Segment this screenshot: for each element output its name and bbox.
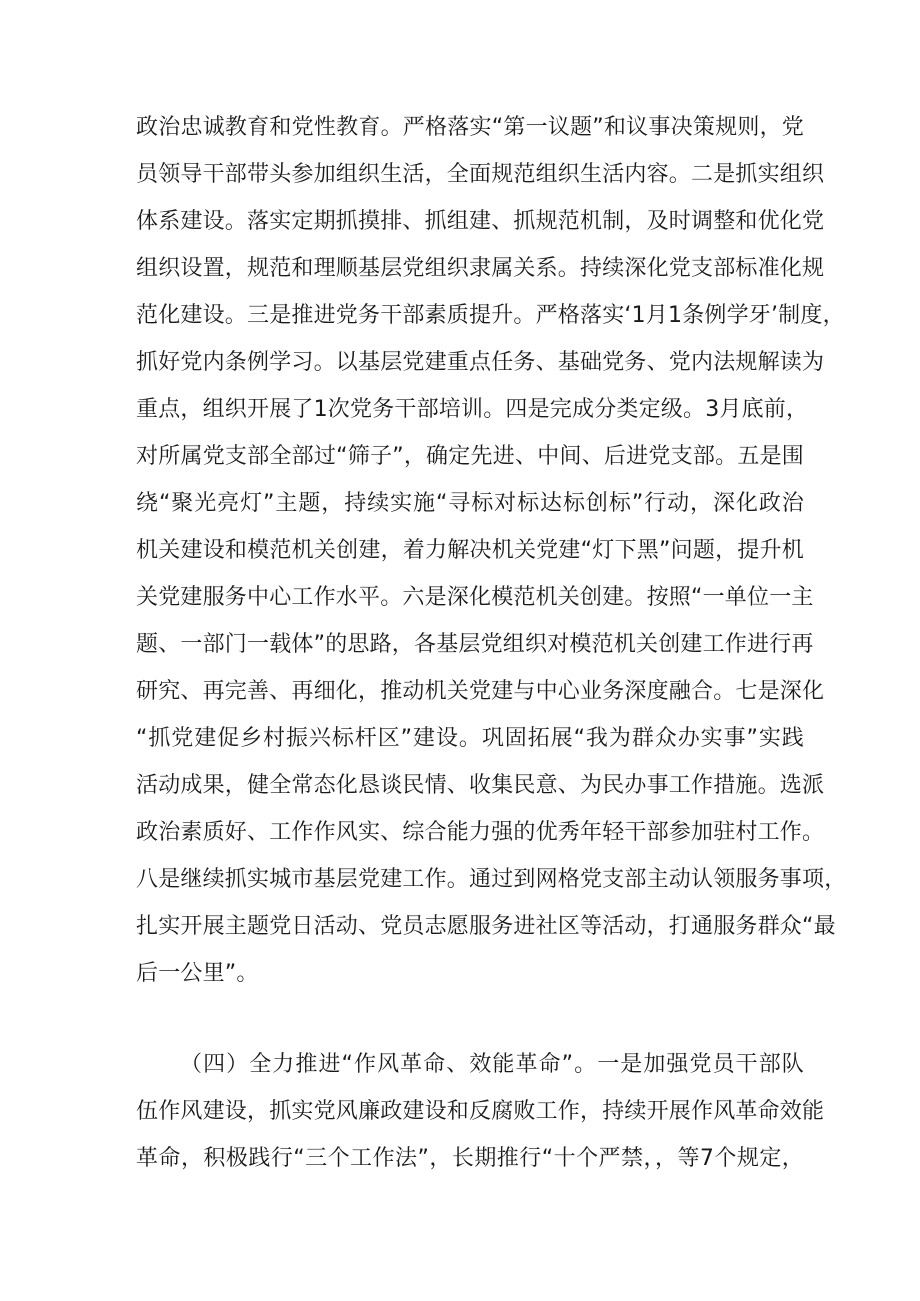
paragraph-1-line: 活动成果，健全常态化恳谈民情、收集民意、为民办事工作措施。选派 xyxy=(136,773,825,798)
paragraph-1-line: 对所属党支部全部过“筛子”，确定先进、中间、后进党支部。五是围 xyxy=(136,444,804,469)
paragraph-1-line: 体系建设。落实定期抓摸排、抓组建、抓规范机制，及时调整和优化党 xyxy=(136,209,825,234)
paragraph-1-line: 关党建服务中心工作水平。六是深化模范机关创建。按照“一单位一主 xyxy=(136,585,814,610)
paragraph-1-line: 扎实开展主题党日活动、党员志愿服务进社区等活动，打通服务群众“最 xyxy=(136,914,836,939)
paragraph-2-line: 伍作风建设，抓实党风廉政建设和反腐败工作，持续开展作风革命效能 xyxy=(136,1099,825,1124)
paragraph-1-line: 员领导干部带头参加组织生活，全面规范组织生活内容。二是抓实组织 xyxy=(136,162,825,187)
paragraph-1-line: 政治忠诚教育和党性教育。严格落实“第一议题”和议事决策规则，党 xyxy=(136,115,804,140)
paragraph-1-line: 抓好党内条例学习。以基层党建重点任务、基础党务、党内法规解读为 xyxy=(136,350,825,375)
paragraph-1-line: 范化建设。三是推进党务干部素质提升。严格落实‘1月1条例学牙’制度， xyxy=(136,303,845,328)
paragraph-1-line: 组织设置，规范和理顺基层党组织隶属关系。持续深化党支部标准化规 xyxy=(136,256,825,281)
paragraph-1-line: “抓党建促乡村振兴标杆区”建设。巩固拓展“我为群众办实事”实践 xyxy=(136,726,804,751)
paragraph-1-line: 题、一部门一载体”的思路，各基层党组织对模范机关创建工作进行再 xyxy=(136,632,814,657)
paragraph-2-line: 革命，积极践行“三个工作法”，长期推行“十个严禁，，等7个规定， xyxy=(136,1146,804,1171)
paragraph-1-line: 政治素质好、工作作风实、综合能力强的优秀年轻干部参加驻村工作。 xyxy=(136,820,825,845)
paragraph-2-line: （四）全力推进“作风革命、效能革命”。一是加强党员干部队 xyxy=(180,1052,804,1077)
paragraph-1-line: 重点，组织开展了1次党务干部培训。四是完成分类定级。3月底前， xyxy=(136,397,809,422)
paragraph-1-line: 绕“聚光亮灯”主题，持续实施“寻标对标达标创标”行动，深化政治 xyxy=(136,491,804,516)
paragraph-1-line: 八是继续抓实城市基层党建工作。通过到网格党支部主动认领服务事项， xyxy=(136,867,847,892)
paragraph-1-line: 研究、再完善、再细化，推动机关党建与中心业务深度融合。七是深化 xyxy=(136,679,825,704)
paragraph-1-line: 机关建设和模范机关创建，着力解决机关党建“灯下黑”问题，提升机 xyxy=(136,538,804,563)
paragraph-1-line: 后一公里”。 xyxy=(136,961,259,986)
